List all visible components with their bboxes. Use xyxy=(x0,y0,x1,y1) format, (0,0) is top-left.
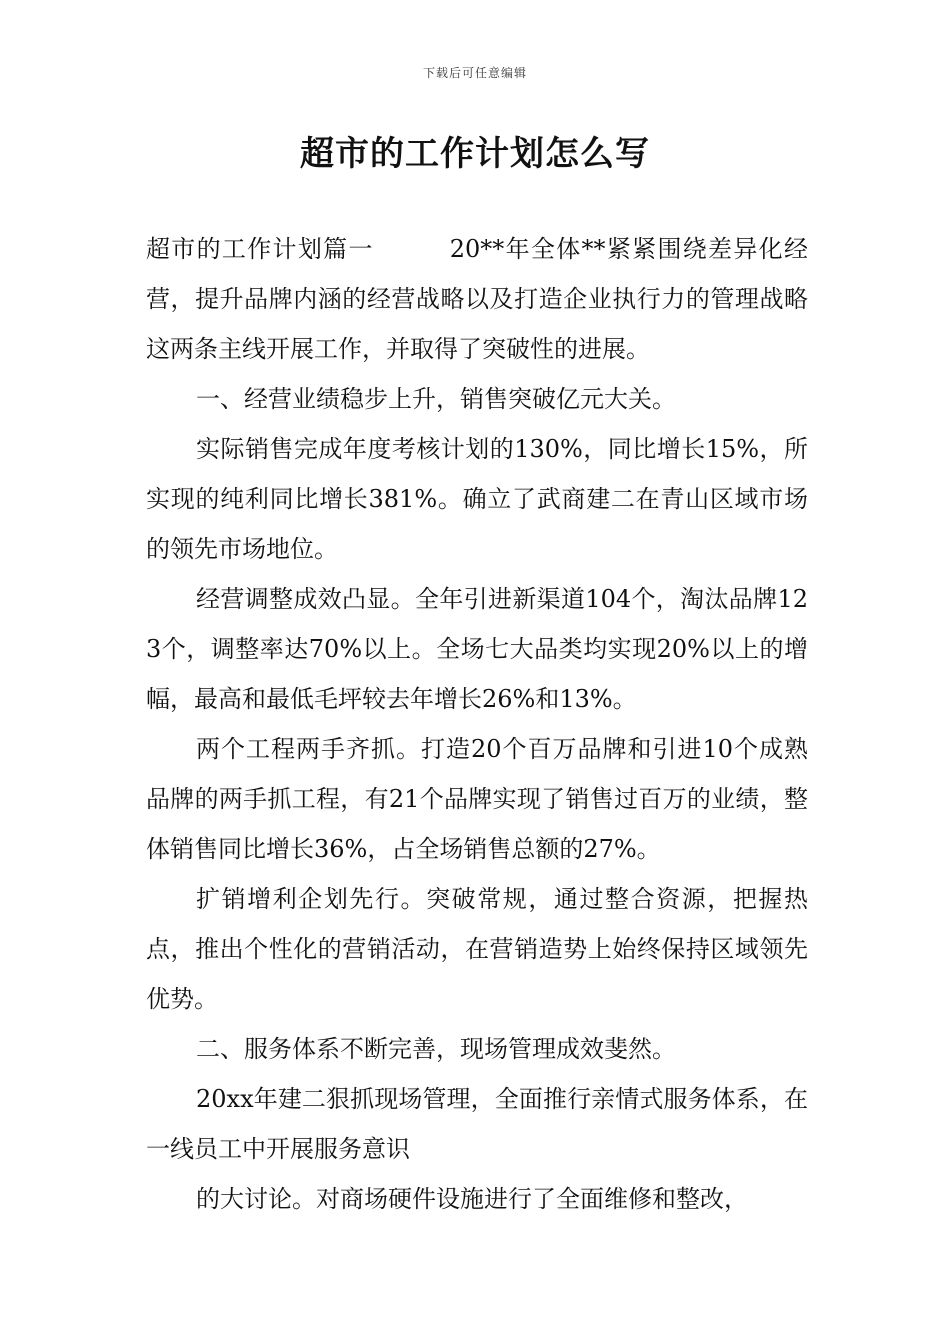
paragraph-intro: 超市的工作计划篇一 20**年全体**紧紧围绕差异化经营，提升品牌内涵的经营战略以及打造企业执行力的管理战略这两条主线开展工作，并取得了突破性的进展。 xyxy=(146,235,808,363)
paragraph-section-1-heading: 一、经营业绩稳步上升，销售突破亿元大关。 xyxy=(196,385,676,413)
document-title: 超市的工作计划怎么写 xyxy=(300,134,650,174)
paragraph-promotion-planning: 扩销增利企划先行。突破常规，通过整合资源，把握热点，推出个性化的营销活动，在营销造势上始终保持区域领先优势。 xyxy=(146,885,808,1013)
paragraph-site-management: 20xx年建二狠抓现场管理，全面推行亲情式服务体系，在一线员工中开展服务意识 xyxy=(146,1085,808,1163)
paragraph-sales-results: 实际销售完成年度考核计划的130%，同比增长15%，所实现的纯利同比增长381%。确立了武商建二在青山区域市场的领先市场地位。 xyxy=(146,435,808,563)
paragraph-two-projects: 两个工程两手齐抓。打造20个百万品牌和引进10个成熟品牌的两手抓工程，有21个品牌实现了销售过百万的业绩，整体销售同比增长36%，占全场销售总额的27%。 xyxy=(146,735,808,863)
paragraph-section-2-heading: 二、服务体系不断完善，现场管理成效斐然。 xyxy=(196,1035,676,1063)
document-body xyxy=(146,224,808,1224)
page-header-note: 下载后可任意编辑 xyxy=(422,66,527,80)
paragraph-business-adjustment: 经营调整成效凸显。全年引进新渠道104个，淘汰品牌123个，调整率达70%以上。全场七大品类均实现20%以上的增幅，最高和最低毛坪较去年增长26%和13%。 xyxy=(146,585,808,713)
paragraph-facility-repair: 的大讨论。对商场硬件设施进行了全面维修和整改， xyxy=(196,1185,748,1213)
